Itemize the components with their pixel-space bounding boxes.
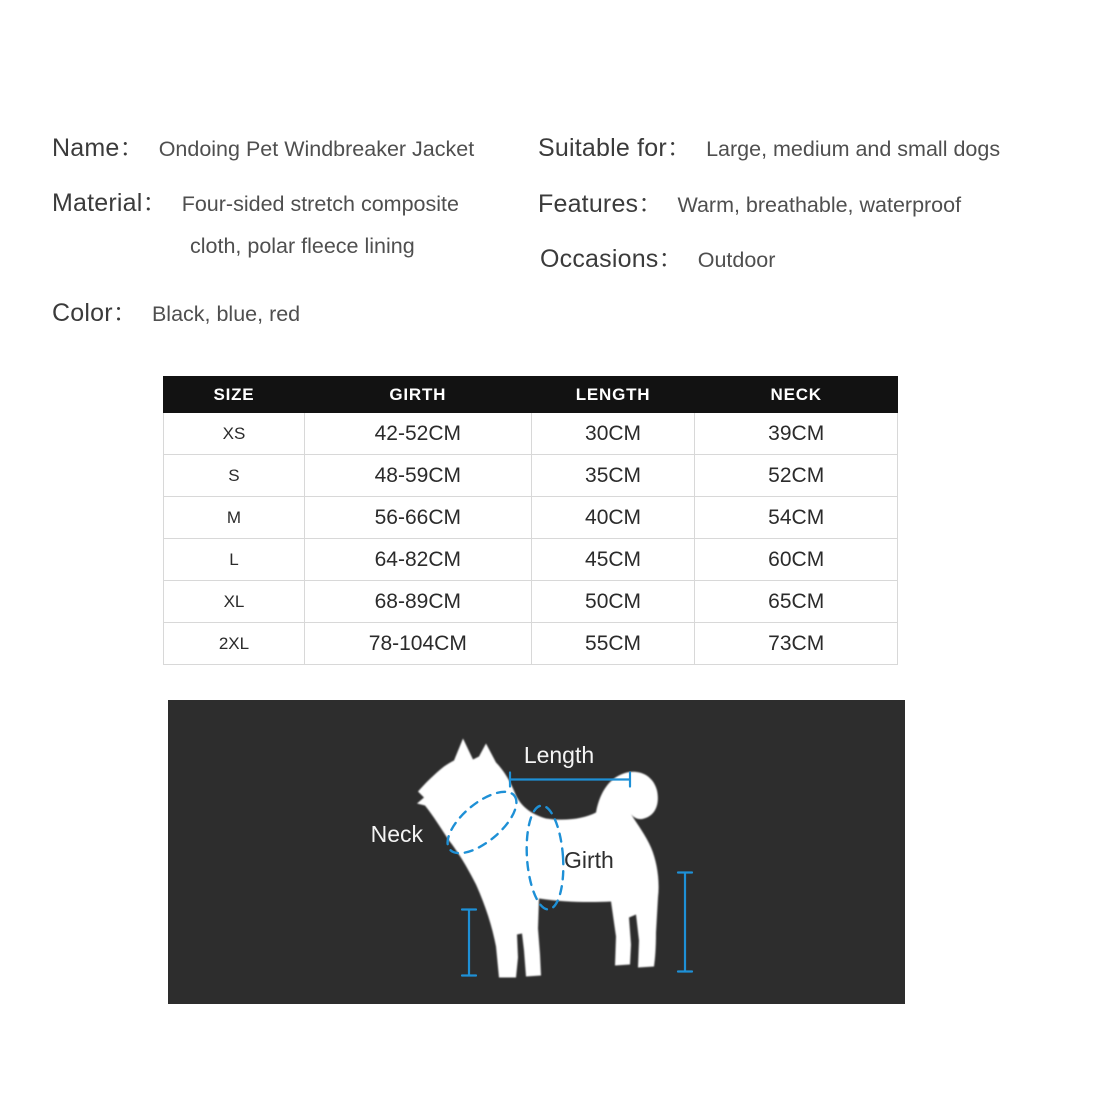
table-cell: L — [164, 539, 305, 581]
occasions-row — [540, 239, 775, 275]
color-label: Color： — [52, 299, 138, 327]
name-label: Name： — [52, 134, 145, 162]
table-cell: 55CM — [531, 623, 695, 665]
table-cell: 65CM — [695, 581, 898, 623]
table-cell: M — [164, 497, 305, 539]
table-cell: 48-59CM — [304, 455, 531, 497]
suitable-for-value: Large, medium and small dogs — [706, 137, 1001, 161]
size-chart-header — [164, 377, 898, 413]
table-row — [164, 581, 898, 623]
features-value: Warm, breathable, waterproof — [677, 193, 962, 217]
rear-height-measure-line — [678, 873, 692, 972]
header-row — [164, 377, 898, 413]
table-cell: 60CM — [695, 539, 898, 581]
table-row — [164, 623, 898, 665]
length-label: Length — [523, 742, 595, 768]
table-cell: 2XL — [164, 623, 305, 665]
table-cell: 73CM — [695, 623, 898, 665]
table-cell: 39CM — [695, 413, 898, 455]
table-cell: XS — [164, 413, 305, 455]
table-cell: 52CM — [695, 455, 898, 497]
girth-label: Girth — [564, 847, 614, 873]
size-chart-body — [164, 413, 898, 665]
header-size: SIZE — [164, 377, 305, 413]
neck-label: Neck — [370, 821, 423, 847]
material-row — [52, 183, 459, 219]
table-cell: 64-82CM — [304, 539, 531, 581]
name-row — [52, 128, 474, 164]
front-leg-measure-line — [462, 910, 476, 976]
table-cell: 54CM — [695, 497, 898, 539]
header-girth: GIRTH — [304, 377, 531, 413]
table-cell: 42-52CM — [304, 413, 531, 455]
features-row — [538, 184, 961, 220]
measurement-diagram-panel — [168, 700, 905, 1004]
table-cell: 78-104CM — [304, 623, 531, 665]
table-cell: XL — [164, 581, 305, 623]
occasions-label: Occasions： — [540, 245, 684, 273]
suitable-for-row — [538, 128, 1000, 164]
table-cell: S — [164, 455, 305, 497]
material-value-line1: Four-sided stretch composite — [181, 192, 459, 216]
occasions-value: Outdoor — [697, 248, 776, 272]
table-cell: 45CM — [531, 539, 695, 581]
table-row — [164, 497, 898, 539]
dog-silhouette — [417, 739, 659, 978]
color-value: Black, blue, red — [151, 302, 301, 326]
suitable-for-label: Suitable for： — [538, 134, 693, 162]
table-cell: 50CM — [531, 581, 695, 623]
table-cell: 30CM — [531, 413, 695, 455]
name-value: Ondoing Pet Windbreaker Jacket — [158, 137, 475, 161]
table-row — [164, 413, 898, 455]
header-length: LENGTH — [531, 377, 695, 413]
table-row — [164, 539, 898, 581]
table-row — [164, 455, 898, 497]
table-cell: 68-89CM — [304, 581, 531, 623]
material-label: Material： — [52, 189, 168, 217]
size-chart-table — [163, 376, 898, 665]
color-row — [52, 293, 300, 329]
features-label: Features： — [538, 190, 664, 218]
material-value-line2: cloth, polar fleece lining — [190, 234, 415, 258]
header-neck: NECK — [695, 377, 898, 413]
table-cell: 56-66CM — [304, 497, 531, 539]
material-row-line2 — [190, 234, 415, 259]
table-cell: 35CM — [531, 455, 695, 497]
table-cell: 40CM — [531, 497, 695, 539]
